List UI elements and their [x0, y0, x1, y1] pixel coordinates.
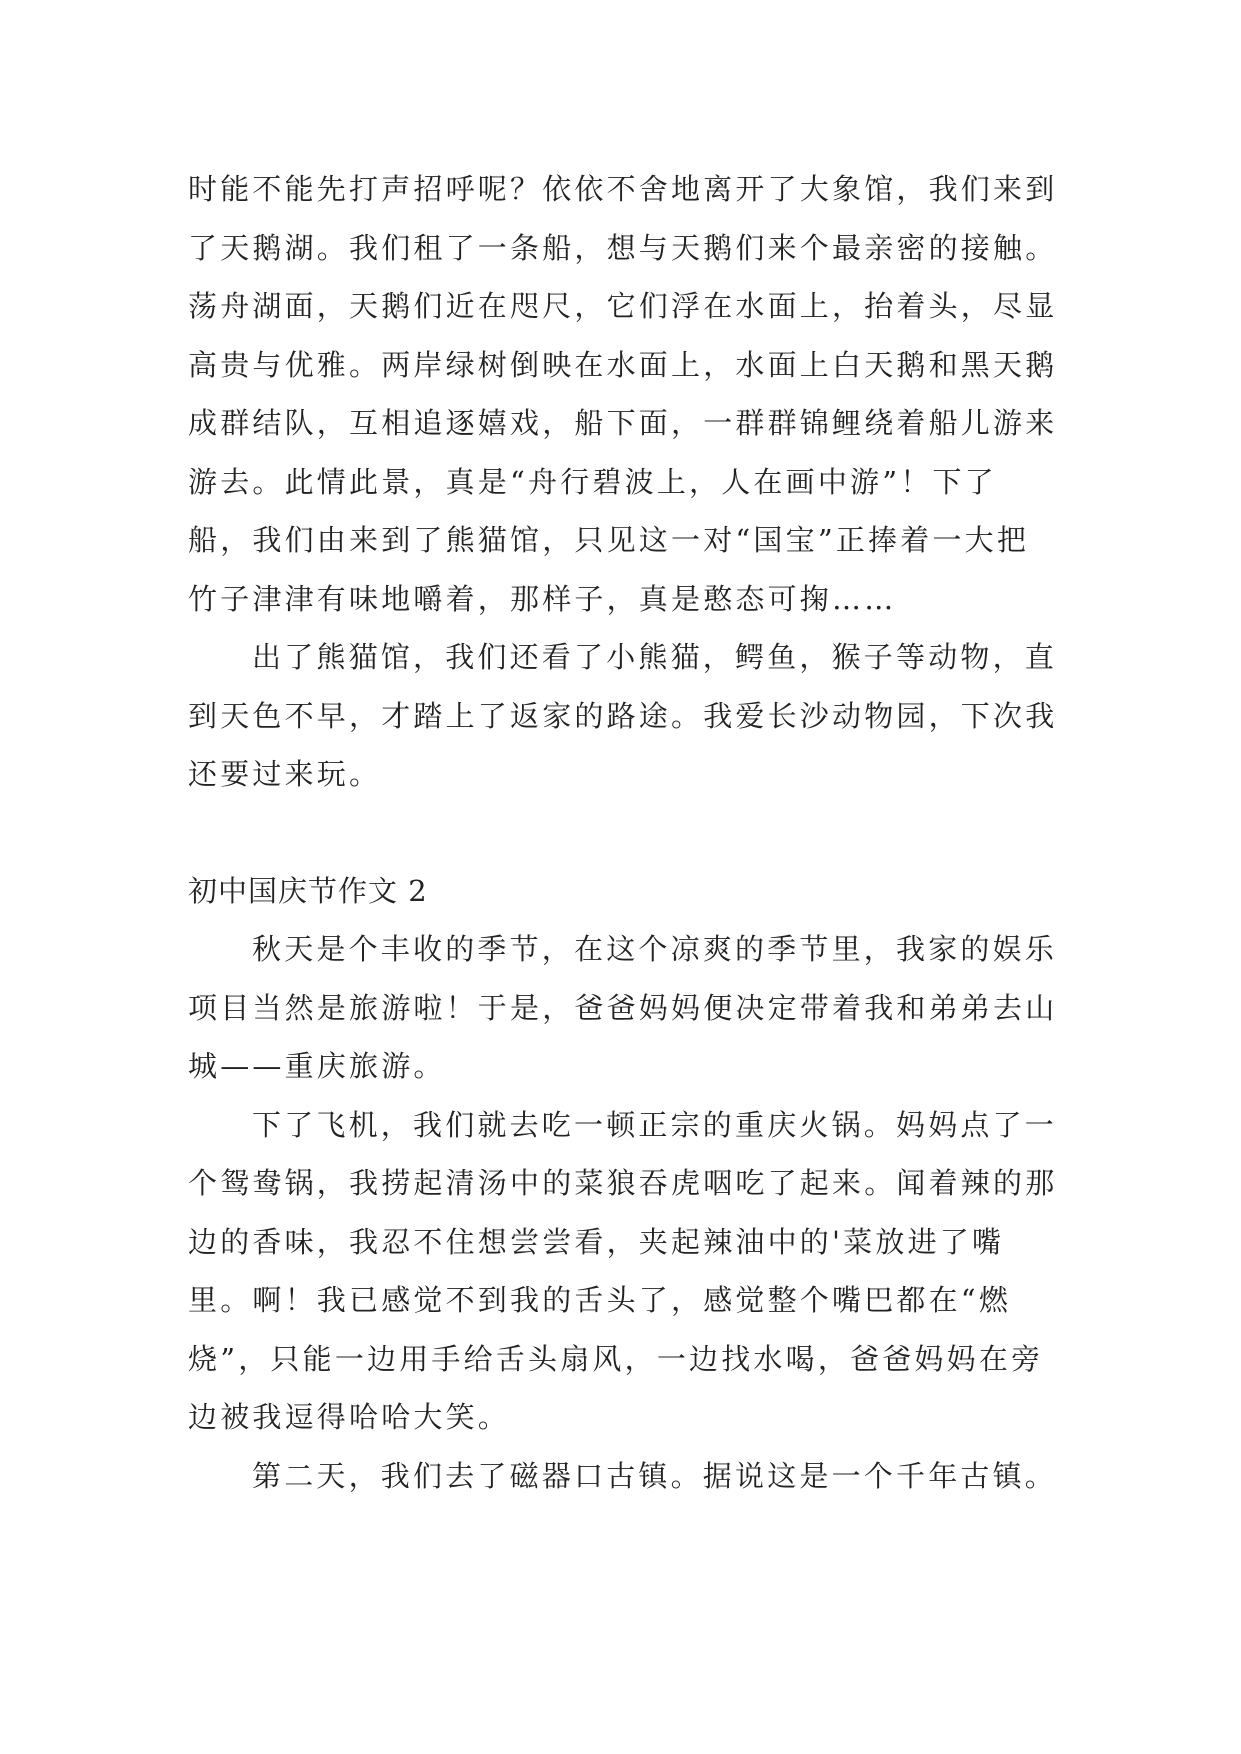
paragraph-autumn-trip: 秋天是个丰收的季节，在这个凉爽的季节里，我家的娱乐项目当然是旅游啦！于是，爸爸妈妈便决定带着我和弟弟去山城——重庆旅游。	[188, 932, 1058, 1083]
paragraph-hotpot: 下了飞机，我们就去吃一顿正宗的重庆火锅。妈妈点了一个鸳鸯锅，我捞起清汤中的菜狼吞虎咽吃了起来。闻着辣的那边的香味，我忍不住想尝尝看，夹起辣油中的'菜放进了嘴里。啊！我已感觉不到我的舌头了，感觉整个嘴巴都在“燃烧”，只能一边用手给舌头扇风，一边找水喝，爸爸妈妈在旁边被我逗得哈哈大笑。	[188, 1107, 1058, 1434]
document-body	[188, 160, 1058, 1505]
paragraph-swan-lake: 时能不能先打声招呼呢？依依不舍地离开了大象馆，我们来到了天鹅湖。我们租了一条船，想与天鹅们来个最亲密的接触。荡舟湖面，天鹅们近在咫尺，它们浮在水面上，抬着头，尽显高贵与优雅。两岸绿树倒映在水面上，水面上白天鹅和黑天鹅成群结队，互相追逐嬉戏，船下面，一群群锦鲤绕着船儿游来游去。此情此景，真是“舟行碧波上，人在画中游”！下了船，我们由来到了熊猫馆，只见这一对“国宝”正捧着一大把竹子津津有味地嚼着，那样子，真是憨态可掬……	[188, 172, 1058, 616]
paragraph-leaving-zoo: 出了熊猫馆，我们还看了小熊猫，鳄鱼，猴子等动物，直到天色不早，才踏上了返家的路途。我爱长沙动物园，下次我还要过来玩。	[188, 640, 1058, 791]
section-spacer	[188, 804, 1058, 862]
paragraph-ciqikou: 第二天，我们去了磁器口古镇。据说这是一个千年古镇。	[252, 1458, 1058, 1493]
section-heading: 初中国庆节作文 2	[188, 873, 428, 908]
